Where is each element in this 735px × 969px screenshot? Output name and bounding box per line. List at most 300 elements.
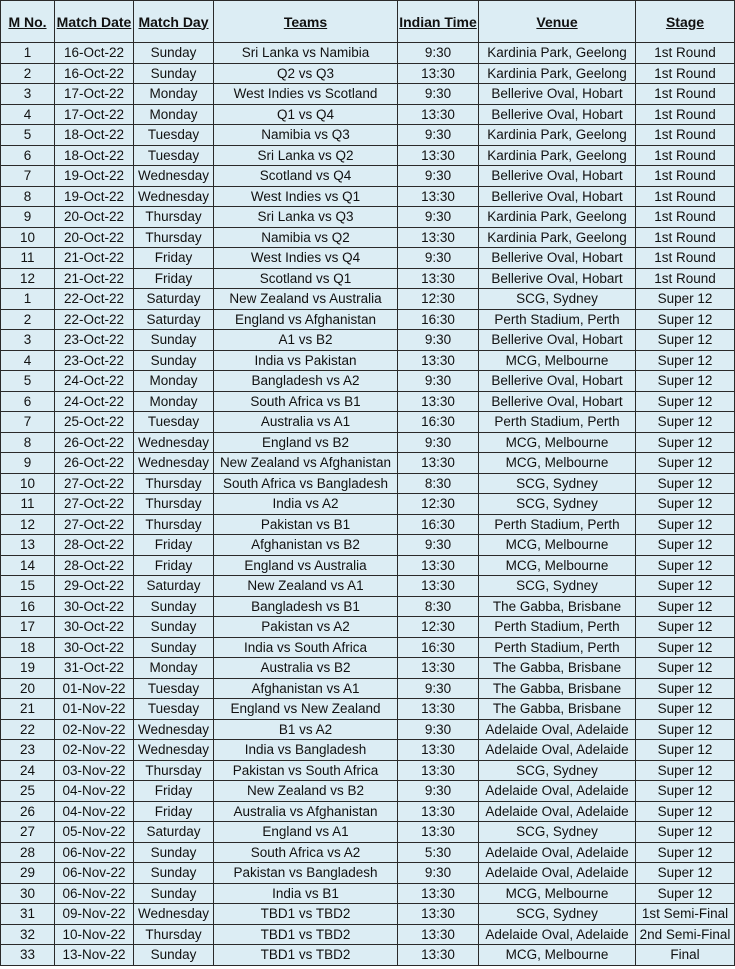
cell-venue: Kardinia Park, Geelong [479, 125, 636, 146]
table-row [1, 453, 735, 474]
cell-match-date: 23-Oct-22 [55, 330, 134, 351]
cell-match-day: Friday [134, 781, 214, 802]
cell-match-date: 24-Oct-22 [55, 371, 134, 392]
cell-match-day: Monday [134, 104, 214, 125]
cell-match-number: 19 [1, 658, 55, 679]
cell-teams: TBD1 vs TBD2 [214, 945, 398, 966]
cell-match-number: 11 [1, 248, 55, 269]
cell-teams: India vs Pakistan [214, 350, 398, 371]
cell-match-date: 06-Nov-22 [55, 863, 134, 884]
cell-match-number: 10 [1, 473, 55, 494]
cell-indian-time: 5:30 [398, 842, 479, 863]
cell-venue: MCG, Melbourne [479, 945, 636, 966]
table-row [1, 863, 735, 884]
cell-match-day: Friday [134, 535, 214, 556]
cell-teams: A1 vs B2 [214, 330, 398, 351]
cell-indian-time: 13:30 [398, 104, 479, 125]
cell-stage: Super 12 [636, 719, 735, 740]
cell-indian-time: 12:30 [398, 494, 479, 515]
cell-venue: SCG, Sydney [479, 473, 636, 494]
cell-match-day: Saturday [134, 289, 214, 310]
table-row [1, 945, 735, 966]
cell-match-day: Tuesday [134, 412, 214, 433]
cell-match-day: Sunday [134, 863, 214, 884]
cell-venue: SCG, Sydney [479, 494, 636, 515]
table-row [1, 904, 735, 925]
cell-match-date: 23-Oct-22 [55, 350, 134, 371]
cell-venue: Kardinia Park, Geelong [479, 227, 636, 248]
cell-venue: Bellerive Oval, Hobart [479, 371, 636, 392]
header-indian-time: Indian Time [398, 1, 479, 43]
table-row [1, 576, 735, 597]
cell-stage: 1st Round [636, 268, 735, 289]
cell-stage: 1st Round [636, 63, 735, 84]
cell-stage: 1st Round [636, 145, 735, 166]
cell-match-number: 1 [1, 43, 55, 64]
cell-match-date: 20-Oct-22 [55, 207, 134, 228]
cell-venue: SCG, Sydney [479, 760, 636, 781]
cell-indian-time: 9:30 [398, 678, 479, 699]
table-row [1, 678, 735, 699]
cell-indian-time: 13:30 [398, 453, 479, 474]
cell-indian-time: 16:30 [398, 412, 479, 433]
cell-match-date: 05-Nov-22 [55, 822, 134, 843]
cell-stage: Super 12 [636, 391, 735, 412]
cell-teams: Namibia vs Q3 [214, 125, 398, 146]
table-row [1, 494, 735, 515]
cell-indian-time: 16:30 [398, 514, 479, 535]
cell-indian-time: 13:30 [398, 883, 479, 904]
cell-stage: Super 12 [636, 658, 735, 679]
cell-match-date: 02-Nov-22 [55, 719, 134, 740]
table-row [1, 473, 735, 494]
cell-match-date: 30-Oct-22 [55, 596, 134, 617]
cell-venue: Kardinia Park, Geelong [479, 63, 636, 84]
cell-match-day: Monday [134, 84, 214, 105]
cell-indian-time: 9:30 [398, 248, 479, 269]
header-row [1, 1, 735, 43]
cell-match-date: 21-Oct-22 [55, 268, 134, 289]
cell-teams: Q2 vs Q3 [214, 63, 398, 84]
cell-stage: Super 12 [636, 781, 735, 802]
cell-venue: Bellerive Oval, Hobart [479, 84, 636, 105]
table-row [1, 596, 735, 617]
cell-indian-time: 12:30 [398, 617, 479, 638]
cell-match-date: 16-Oct-22 [55, 43, 134, 64]
cell-venue: MCG, Melbourne [479, 432, 636, 453]
cell-match-day: Wednesday [134, 904, 214, 925]
cell-venue: MCG, Melbourne [479, 535, 636, 556]
cell-match-date: 18-Oct-22 [55, 125, 134, 146]
cell-match-number: 33 [1, 945, 55, 966]
table-row [1, 330, 735, 351]
cell-venue: Perth Stadium, Perth [479, 412, 636, 433]
cell-indian-time: 9:30 [398, 535, 479, 556]
cell-stage: 1st Round [636, 207, 735, 228]
cell-indian-time: 13:30 [398, 904, 479, 925]
cell-indian-time: 13:30 [398, 801, 479, 822]
cell-teams: New Zealand vs A1 [214, 576, 398, 597]
cell-teams: Q1 vs Q4 [214, 104, 398, 125]
cell-teams: England vs B2 [214, 432, 398, 453]
cell-match-day: Thursday [134, 227, 214, 248]
cell-indian-time: 8:30 [398, 596, 479, 617]
cell-indian-time: 9:30 [398, 330, 479, 351]
cell-teams: India vs A2 [214, 494, 398, 515]
cell-teams: Pakistan vs B1 [214, 514, 398, 535]
cell-venue: Bellerive Oval, Hobart [479, 330, 636, 351]
cell-venue: MCG, Melbourne [479, 453, 636, 474]
cell-teams: West Indies vs Scotland [214, 84, 398, 105]
cell-match-date: 03-Nov-22 [55, 760, 134, 781]
cell-stage: Super 12 [636, 289, 735, 310]
cell-indian-time: 9:30 [398, 719, 479, 740]
header-match-day: Match Day [134, 1, 214, 43]
cell-match-day: Sunday [134, 842, 214, 863]
cell-stage: Super 12 [636, 678, 735, 699]
table-row [1, 412, 735, 433]
cell-match-day: Saturday [134, 309, 214, 330]
cell-indian-time: 9:30 [398, 863, 479, 884]
cell-match-number: 5 [1, 125, 55, 146]
header-match-number: M No. [1, 1, 55, 43]
table-row [1, 822, 735, 843]
cell-match-day: Thursday [134, 924, 214, 945]
cell-stage: Super 12 [636, 617, 735, 638]
cell-teams: South Africa vs Bangladesh [214, 473, 398, 494]
table-row [1, 43, 735, 64]
cell-indian-time: 9:30 [398, 781, 479, 802]
cell-stage: Super 12 [636, 576, 735, 597]
cell-match-number: 12 [1, 514, 55, 535]
cell-match-day: Wednesday [134, 186, 214, 207]
table-row [1, 289, 735, 310]
cell-venue: SCG, Sydney [479, 576, 636, 597]
cell-venue: Adelaide Oval, Adelaide [479, 719, 636, 740]
cell-match-date: 28-Oct-22 [55, 535, 134, 556]
cell-venue: Bellerive Oval, Hobart [479, 391, 636, 412]
cell-stage: Super 12 [636, 453, 735, 474]
cell-indian-time: 13:30 [398, 760, 479, 781]
cell-match-date: 20-Oct-22 [55, 227, 134, 248]
table-row [1, 371, 735, 392]
cell-match-day: Sunday [134, 637, 214, 658]
cell-match-date: 04-Nov-22 [55, 781, 134, 802]
cell-indian-time: 13:30 [398, 555, 479, 576]
cell-teams: Australia vs A1 [214, 412, 398, 433]
cell-match-number: 4 [1, 350, 55, 371]
cell-venue: The Gabba, Brisbane [479, 699, 636, 720]
cell-match-number: 2 [1, 63, 55, 84]
cell-stage: Super 12 [636, 801, 735, 822]
table-row [1, 740, 735, 761]
cell-match-number: 31 [1, 904, 55, 925]
table-row [1, 432, 735, 453]
cell-teams: England vs Australia [214, 555, 398, 576]
cell-match-number: 9 [1, 207, 55, 228]
cell-match-date: 02-Nov-22 [55, 740, 134, 761]
cell-indian-time: 13:30 [398, 268, 479, 289]
cell-teams: Afghanistan vs A1 [214, 678, 398, 699]
cell-match-number: 8 [1, 186, 55, 207]
cell-match-day: Saturday [134, 822, 214, 843]
cell-teams: South Africa vs A2 [214, 842, 398, 863]
table-row [1, 699, 735, 720]
cell-stage: Super 12 [636, 596, 735, 617]
cell-match-date: 22-Oct-22 [55, 289, 134, 310]
cell-match-date: 21-Oct-22 [55, 248, 134, 269]
table-row [1, 166, 735, 187]
cell-stage: Super 12 [636, 637, 735, 658]
cell-teams: England vs New Zealand [214, 699, 398, 720]
cell-teams: Australia vs B2 [214, 658, 398, 679]
cell-indian-time: 9:30 [398, 207, 479, 228]
cell-match-date: 09-Nov-22 [55, 904, 134, 925]
cell-match-date: 18-Oct-22 [55, 145, 134, 166]
cell-venue: Perth Stadium, Perth [479, 637, 636, 658]
cell-stage: Super 12 [636, 514, 735, 535]
cell-match-number: 10 [1, 227, 55, 248]
cell-match-day: Wednesday [134, 166, 214, 187]
cell-stage: Super 12 [636, 309, 735, 330]
cell-venue: Perth Stadium, Perth [479, 617, 636, 638]
cell-venue: Adelaide Oval, Adelaide [479, 863, 636, 884]
cell-indian-time: 13:30 [398, 186, 479, 207]
cell-teams: India vs B1 [214, 883, 398, 904]
cell-match-day: Thursday [134, 760, 214, 781]
cell-venue: The Gabba, Brisbane [479, 658, 636, 679]
table-row [1, 145, 735, 166]
cell-venue: Adelaide Oval, Adelaide [479, 801, 636, 822]
cell-stage: Super 12 [636, 740, 735, 761]
table-row [1, 924, 735, 945]
table-header [1, 1, 735, 43]
cell-indian-time: 13:30 [398, 699, 479, 720]
cell-match-number: 5 [1, 371, 55, 392]
cell-match-date: 24-Oct-22 [55, 391, 134, 412]
cell-match-day: Monday [134, 391, 214, 412]
cell-match-date: 19-Oct-22 [55, 186, 134, 207]
cell-match-date: 26-Oct-22 [55, 432, 134, 453]
cell-match-number: 7 [1, 412, 55, 433]
cell-match-number: 28 [1, 842, 55, 863]
cell-match-day: Tuesday [134, 145, 214, 166]
cell-teams: India vs Bangladesh [214, 740, 398, 761]
cell-match-date: 29-Oct-22 [55, 576, 134, 597]
cell-stage: Super 12 [636, 330, 735, 351]
cell-indian-time: 13:30 [398, 391, 479, 412]
cell-match-date: 25-Oct-22 [55, 412, 134, 433]
cell-indian-time: 13:30 [398, 945, 479, 966]
cell-match-number: 25 [1, 781, 55, 802]
cell-match-number: 22 [1, 719, 55, 740]
cell-match-day: Friday [134, 555, 214, 576]
cell-venue: Perth Stadium, Perth [479, 514, 636, 535]
cell-stage: Super 12 [636, 412, 735, 433]
cell-venue: Kardinia Park, Geelong [479, 207, 636, 228]
cell-match-date: 06-Nov-22 [55, 883, 134, 904]
cell-match-number: 24 [1, 760, 55, 781]
cell-match-day: Monday [134, 371, 214, 392]
table-row [1, 555, 735, 576]
cell-match-day: Tuesday [134, 699, 214, 720]
table-row [1, 883, 735, 904]
cell-indian-time: 13:30 [398, 63, 479, 84]
cell-teams: Namibia vs Q2 [214, 227, 398, 248]
cell-match-number: 14 [1, 555, 55, 576]
cell-stage: Super 12 [636, 760, 735, 781]
cell-indian-time: 13:30 [398, 350, 479, 371]
cell-indian-time: 13:30 [398, 658, 479, 679]
cell-match-number: 11 [1, 494, 55, 515]
cell-venue: SCG, Sydney [479, 289, 636, 310]
cell-match-day: Sunday [134, 596, 214, 617]
cell-venue: Bellerive Oval, Hobart [479, 186, 636, 207]
cell-match-number: 30 [1, 883, 55, 904]
cell-teams: India vs South Africa [214, 637, 398, 658]
cell-stage: 1st Semi-Final [636, 904, 735, 925]
cell-match-day: Sunday [134, 63, 214, 84]
table-row [1, 84, 735, 105]
table-row [1, 227, 735, 248]
cell-match-number: 17 [1, 617, 55, 638]
cell-stage: Super 12 [636, 371, 735, 392]
cell-teams: Sri Lanka vs Q3 [214, 207, 398, 228]
cell-indian-time: 9:30 [398, 125, 479, 146]
cell-match-date: 27-Oct-22 [55, 473, 134, 494]
cell-stage: 1st Round [636, 166, 735, 187]
table-row [1, 535, 735, 556]
cell-match-number: 16 [1, 596, 55, 617]
cell-match-number: 21 [1, 699, 55, 720]
cell-venue: Bellerive Oval, Hobart [479, 268, 636, 289]
cell-indian-time: 13:30 [398, 576, 479, 597]
cell-match-number: 18 [1, 637, 55, 658]
cell-match-date: 19-Oct-22 [55, 166, 134, 187]
cell-match-day: Thursday [134, 207, 214, 228]
cell-stage: Super 12 [636, 473, 735, 494]
table-row [1, 781, 735, 802]
cell-teams: England vs Afghanistan [214, 309, 398, 330]
cell-indian-time: 16:30 [398, 309, 479, 330]
cell-teams: Sri Lanka vs Namibia [214, 43, 398, 64]
cell-venue: Bellerive Oval, Hobart [479, 248, 636, 269]
cell-match-number: 3 [1, 84, 55, 105]
cell-match-date: 10-Nov-22 [55, 924, 134, 945]
cell-match-day: Thursday [134, 514, 214, 535]
cell-venue: MCG, Melbourne [479, 350, 636, 371]
cell-venue: Adelaide Oval, Adelaide [479, 924, 636, 945]
table-row [1, 658, 735, 679]
cell-match-day: Tuesday [134, 678, 214, 699]
cell-stage: 1st Round [636, 104, 735, 125]
cell-match-day: Thursday [134, 494, 214, 515]
cell-match-date: 17-Oct-22 [55, 104, 134, 125]
cell-match-date: 01-Nov-22 [55, 678, 134, 699]
cell-match-day: Wednesday [134, 432, 214, 453]
cell-match-day: Monday [134, 658, 214, 679]
cell-stage: Super 12 [636, 494, 735, 515]
cell-venue: Bellerive Oval, Hobart [479, 104, 636, 125]
cell-match-number: 3 [1, 330, 55, 351]
cell-venue: Adelaide Oval, Adelaide [479, 781, 636, 802]
cell-match-day: Wednesday [134, 719, 214, 740]
cell-indian-time: 13:30 [398, 145, 479, 166]
cell-match-number: 23 [1, 740, 55, 761]
cell-venue: The Gabba, Brisbane [479, 596, 636, 617]
cell-stage: 1st Round [636, 84, 735, 105]
cell-match-day: Wednesday [134, 740, 214, 761]
cell-match-date: 27-Oct-22 [55, 514, 134, 535]
cell-teams: West Indies vs Q4 [214, 248, 398, 269]
cell-venue: Adelaide Oval, Adelaide [479, 842, 636, 863]
table-row [1, 617, 735, 638]
table-row [1, 514, 735, 535]
cell-match-date: 06-Nov-22 [55, 842, 134, 863]
cell-stage: Final [636, 945, 735, 966]
cell-stage: Super 12 [636, 883, 735, 904]
cell-match-number: 8 [1, 432, 55, 453]
cell-match-number: 29 [1, 863, 55, 884]
cell-teams: New Zealand vs Australia [214, 289, 398, 310]
cell-match-date: 26-Oct-22 [55, 453, 134, 474]
cell-teams: England vs A1 [214, 822, 398, 843]
cell-match-date: 22-Oct-22 [55, 309, 134, 330]
cell-venue: Perth Stadium, Perth [479, 309, 636, 330]
cell-stage: 1st Round [636, 125, 735, 146]
cell-stage: Super 12 [636, 555, 735, 576]
cell-match-day: Friday [134, 268, 214, 289]
table-row [1, 248, 735, 269]
cell-teams: Pakistan vs Bangladesh [214, 863, 398, 884]
cell-match-date: 28-Oct-22 [55, 555, 134, 576]
cell-match-number: 6 [1, 391, 55, 412]
header-match-date: Match Date [55, 1, 134, 43]
cell-indian-time: 13:30 [398, 227, 479, 248]
table-row [1, 309, 735, 330]
cell-venue: Adelaide Oval, Adelaide [479, 740, 636, 761]
cell-indian-time: 9:30 [398, 432, 479, 453]
cell-match-day: Sunday [134, 330, 214, 351]
cell-indian-time: 13:30 [398, 822, 479, 843]
cell-stage: 1st Round [636, 186, 735, 207]
cell-indian-time: 12:30 [398, 289, 479, 310]
cell-match-date: 30-Oct-22 [55, 637, 134, 658]
cell-teams: Bangladesh vs B1 [214, 596, 398, 617]
cell-match-number: 9 [1, 453, 55, 474]
cell-match-number: 13 [1, 535, 55, 556]
table-row [1, 125, 735, 146]
cell-stage: 2nd Semi-Final [636, 924, 735, 945]
cell-match-day: Sunday [134, 617, 214, 638]
cell-match-date: 04-Nov-22 [55, 801, 134, 822]
cell-match-number: 15 [1, 576, 55, 597]
cell-match-number: 4 [1, 104, 55, 125]
cell-venue: Kardinia Park, Geelong [479, 43, 636, 64]
cell-match-day: Tuesday [134, 125, 214, 146]
cell-match-date: 13-Nov-22 [55, 945, 134, 966]
cell-indian-time: 9:30 [398, 166, 479, 187]
table-row [1, 104, 735, 125]
table-row [1, 391, 735, 412]
cell-match-day: Saturday [134, 576, 214, 597]
cell-match-day: Wednesday [134, 453, 214, 474]
cell-indian-time: 9:30 [398, 371, 479, 392]
cell-match-date: 16-Oct-22 [55, 63, 134, 84]
cell-indian-time: 9:30 [398, 43, 479, 64]
cell-teams: Australia vs Afghanistan [214, 801, 398, 822]
cell-match-number: 1 [1, 289, 55, 310]
